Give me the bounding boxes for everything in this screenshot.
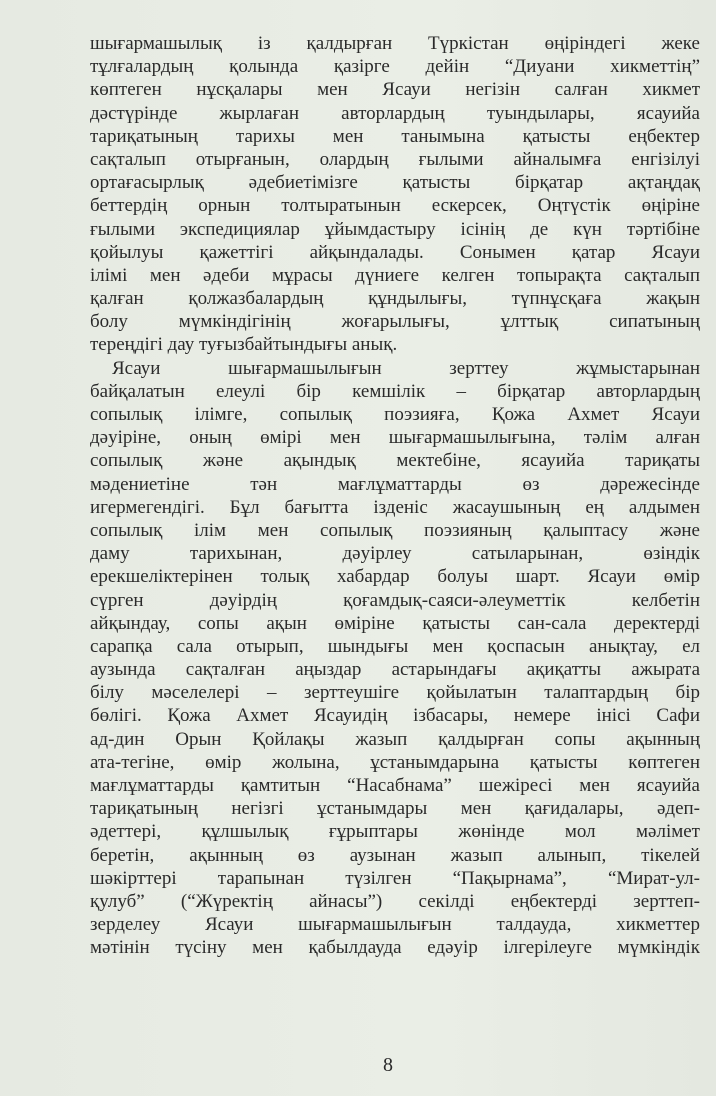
text-line: тұлғалардың қолында қазірге дейін “Диуани хикметтің” — [90, 56, 700, 78]
text-line: ілімі мен әдеби мұрасы дүниеге келген топырақта сақталып — [90, 264, 700, 286]
text-line: қойылуы қажеттігі айқындалады. Сонымен қатар Ясауи — [90, 241, 700, 263]
text-line: сарапқа сала отырып, шындығы мен қоспасын анықтау, ел — [90, 635, 700, 657]
paragraph — [90, 32, 700, 357]
text-line: мағлұматтарды қамтитын “Насабнама” шежіресі мен ясауийа — [90, 775, 700, 796]
text-line: болу мүмкіндігінің жоғарылығы, ұлттық сипатының — [90, 311, 700, 333]
paragraph — [90, 357, 700, 960]
text-line: бөлігі. Қожа Ахмет Ясауидің ізбасары, немере інісі Сафи — [90, 705, 700, 727]
text-line: дәстүрінде жырлаған авторлардың туындылары, ясауийа — [90, 102, 700, 124]
text-line: сүрген дәуірдің қоғамдық-саяси-әлеуметтік келбетін — [90, 589, 700, 611]
text-line: әдеттері, құлшылық ғұрыптары жөнінде мол мәлімет — [90, 821, 700, 843]
text-line: қулуб” (“Жүректің айнасы”) секілді еңбектерді зерттеп- — [90, 890, 700, 912]
text-line: даму тарихынан, дәуірлеу сатыларынан, өзіндік — [90, 543, 700, 565]
text-line: шығармашылық із қалдырған Түркістан өңіріндегі жеке — [90, 33, 700, 54]
text-line: мәтінін түсіну мен қабылдауда едәуір ілгерілеуге мүмкіндік — [90, 937, 700, 959]
text-line: ерекшеліктерінен толық хабардар болуы шарт. Ясауи өмір — [90, 566, 700, 588]
text-line: игермегендігі. Бұл бағытта ізденіс жасаушының ең алдымен — [90, 496, 700, 518]
text-line: тариқатының негізгі ұстанымдары мен қағидалары, әдеп- — [90, 798, 700, 820]
text-line: байқалатын елеулі бір кемшілік – бірқатар авторлардың — [90, 380, 700, 402]
text-line: ата-тегіне, өмір жолына, ұстанымдарына қатысты көптеген — [90, 751, 700, 773]
text-line: сақталып отырғанын, олардың ғылыми айналымға енгізілуі — [90, 148, 700, 170]
text-line: дәуіріне, оның өмірі мен шығармашылығына, тәлім алған — [90, 427, 700, 449]
text-line: беретін, ақынның өз аузынан жазып алынып, тікелей — [90, 844, 700, 866]
text-line: мәдениетіне тән мағлұматтарды өз дәрежесінде — [90, 473, 700, 495]
text-line: айқындау, сопы ақын өміріне қатысты сан-сала деректерді — [90, 612, 700, 634]
text-line: ғылыми экспедициялар ұйымдастыру ісінің де күн тәртібіне — [90, 218, 700, 240]
text-line: сопылық ілім мен сопылық поэзияның қалыптасу және — [90, 519, 700, 541]
text-line: беттердің орнын толтыратынын ескерсек, Оңтүстік өңіріне — [90, 195, 700, 217]
text-line: шәкірттері тарапынан түзілген “Пақырнама”, “Мират-ул- — [90, 867, 700, 889]
text-line: көптеген нұсқалары мен Ясауи негізін салған хикмет — [90, 79, 700, 101]
page-number: 8 — [383, 1054, 393, 1076]
text-line: аузында сақталған аңыздар астарындағы ақиқатты ажырата — [90, 659, 700, 681]
text-line: Ясауи шығармашылығын зерттеу жұмыстарынан — [112, 357, 700, 379]
text-line: тереңдігі дау туғызбайтындығы анық. — [90, 334, 398, 356]
text-line: зерделеу Ясауи шығармашылығын талдауда, хикметтер — [90, 914, 700, 936]
text-line: сопылық ілімге, сопылық поэзияға, Қожа Ахмет Ясауи — [90, 404, 700, 425]
text-line: білу мәселелері – зерттеушіге қойылатын талаптардың бір — [90, 682, 700, 704]
body-text — [90, 32, 700, 960]
text-line: ортағасырлық әдебиетімізге қатысты бірқатар ақтаңдақ — [90, 172, 700, 194]
text-line: қалған қолжазбалардың құндылығы, түпнұсқаға жақын — [90, 288, 700, 310]
text-line: тариқатының тарихы мен танымына қатысты еңбектер — [90, 125, 700, 147]
text-line: сопылық және ақындық мектебіне, ясауийа тариқаты — [90, 450, 700, 472]
text-line: ад-дин Орын Қойлақы жазып қалдырған сопы ақынның — [90, 728, 700, 750]
